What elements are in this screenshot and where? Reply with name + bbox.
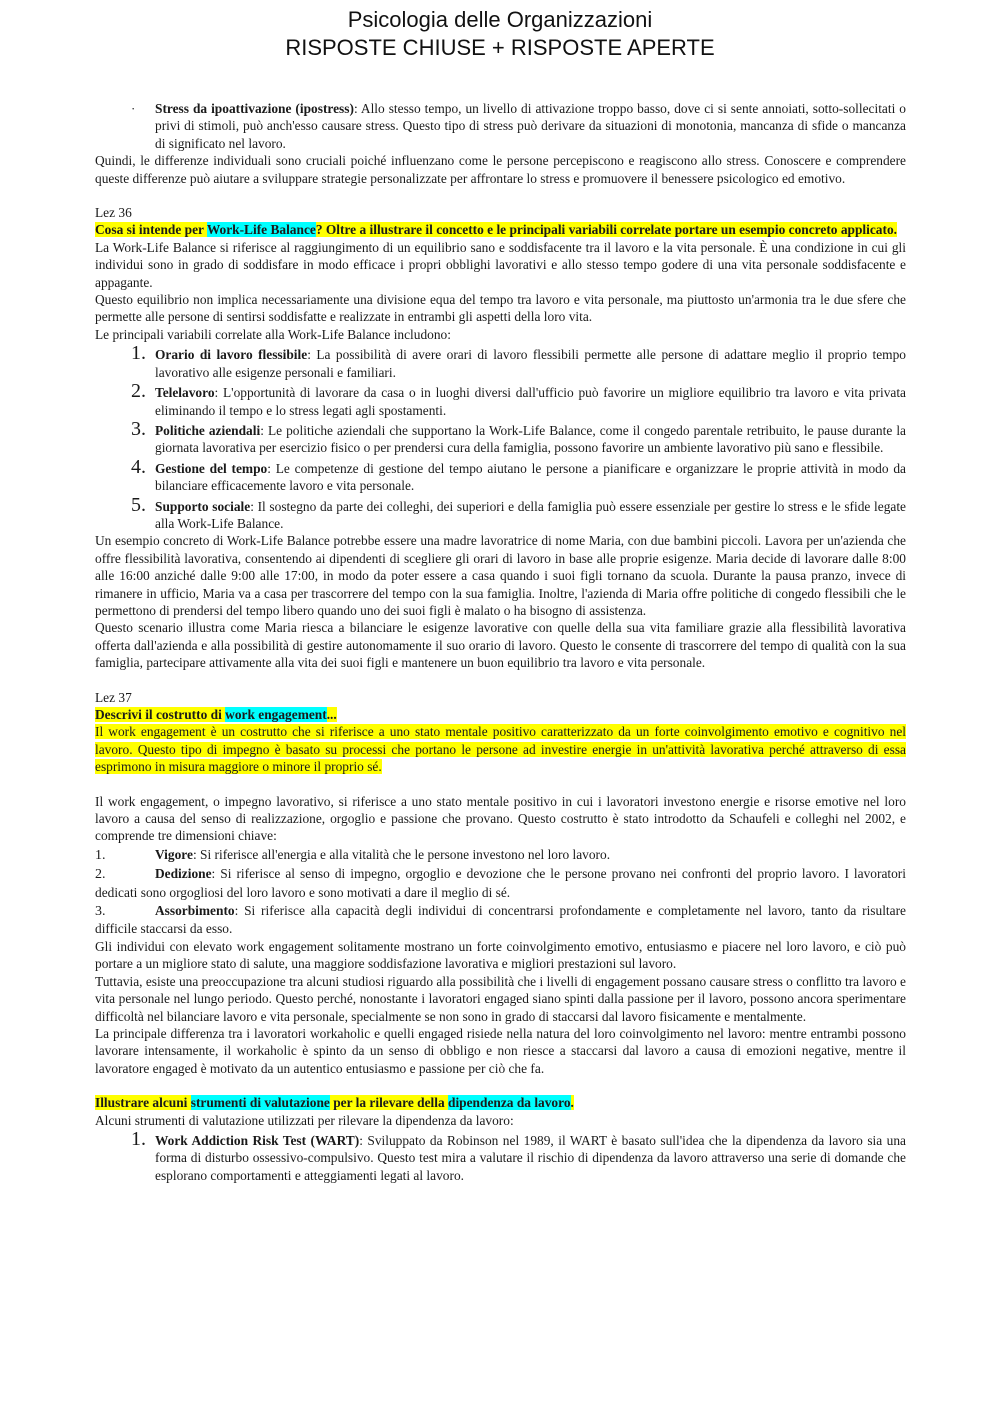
highlight-term: work engagement xyxy=(225,707,327,722)
list-item: 3. Politiche aziendali: Le politiche aziendali che supportano la Work-Life Balance, come il congedo parentale retribuito, le pause durante la giornata lavorativa per esercizio fisico o per prendersi cura della famiglia, possono favorire un ambiente lavorativo più sano e flessibile. xyxy=(131,417,906,456)
document-body xyxy=(95,100,906,1184)
list-item: 1. Vigore: Si riferisce all'energia e alla vitalità che le persone investono nel loro lavoro. xyxy=(95,846,611,863)
paragraph: Le principali variabili correlate alla Work-Life Balance includono: xyxy=(95,326,451,342)
bullet-dot-icon: · xyxy=(131,101,136,116)
paragraph: Questo equilibrio non implica necessariamente una divisione equa del tempo tra lavoro e vita personale, ma piuttosto un'armonia tra le due sfere che permette alle persone di sentirsi soddisfatte e realizzate in entrambi gli aspetti della loro vita. xyxy=(95,292,906,325)
paragraph: La principale differenza tra i lavoratori workaholic e quelli engaged risiede nella natura del loro coinvolgimento nel lavoro: mentre entrambi possono lavorare intensamente, il workaholic è spinto da un senso di obbligo e non riesce a staccarsi dal lavoro a causa di emozioni negative, mentre il lavoratore engaged è motivato da un autentico entusiasmo e passione per ciò che fa. xyxy=(95,1025,906,1076)
bullet-term: Stress da ipoattivazione (ipostress) xyxy=(155,101,354,116)
paragraph: Il work engagement, o impegno lavorativo, si riferisce a uno stato mentale positivo in cui i lavoratori investono energie e risorse emotive nel loro lavoro a causa del senso di realizzazione, orgoglio e passione che provano. Questo costrutto è stato introdotto da Schaufeli e colleghi nel 2002, e comprende tre dimensioni chiave: xyxy=(95,793,906,844)
document-subtitle: RISPOSTE CHIUSE + RISPOSTE APERTE xyxy=(285,35,715,60)
paragraph: La Work-Life Balance si riferisce al raggiungimento di un equilibrio sano e soddisfacente tra il lavoro e la vita personale. È una condizione in cui gli individui sono in grado di soddisfare in modo efficace i propri obblighi lavorativi e allo stesso tempo godere di una vita personale soddisfacente e appagante. xyxy=(95,239,906,290)
bullet-text: : Allo stesso tempo, un livello di attivazione troppo basso, dove ci si sente annoiati, sotto-sollecitati o privi di stimoli, può anch'esso causare stress. Questo tipo di stress può derivare da situazioni di monotonia, mancanza di sfide o mancanza di significato nel lavoro. xyxy=(155,101,906,151)
lesson-label-37: Lez 37 xyxy=(95,689,132,705)
page-header xyxy=(0,0,1000,62)
list-item: 2. Telelavoro: L'opportunità di lavorare da casa o in luoghi diversi dall'ufficio può favorire un migliore equilibrio tra lavoro e vita privata eliminando il tempo e lo stress legati agli spostamenti. xyxy=(131,380,906,418)
paragraph-conclusion: Quindi, le differenze individuali sono cruciali poiché influenzano come le persone percepiscono e reagiscono allo stress. Conoscere e comprendere queste differenze può aiutare a sviluppare strategie personalizzate per affrontare lo stress e promuovere il benessere psicologico ed emotivo. xyxy=(95,153,906,186)
wlb-variables-list xyxy=(95,342,907,532)
question-work-addiction-tools: Illustrare alcuni strumenti di valutazione per la rilevare della dipendenza da lavoro. xyxy=(95,1095,574,1111)
highlight-term: Work-Life Balance xyxy=(206,222,316,238)
question-work-engagement: Descrivi il costrutto di work engagement... xyxy=(95,707,337,722)
assessment-tools-list xyxy=(95,1127,906,1184)
highlight-term: dipendenza da lavoro xyxy=(448,1095,571,1111)
paragraph: Gli individui con elevato work engagement solitamente mostrano un forte coinvolgimento emotivo, entusiasmo e piacere nel loro lavoro, e ciò può portare a un migliore stato di salute, una maggiore soddisfazione lavorativa e migliori prestazioni sul lavoro. xyxy=(95,938,906,972)
question-work-life-balance: Cosa si intende per Work-Life Balance? Oltre a illustrare il concetto e le principali variabili correlate portare un esempio concreto applicato. xyxy=(95,222,897,238)
paragraph: Alcuni strumenti di valutazione utilizzati per rilevare la dipendenza da lavoro: xyxy=(95,1112,514,1128)
list-item: 2. Dedizione: Si riferisce al senso di impegno, orgoglio e devozione che le persone provano nei confronti del proprio lavoro. I lavoratori dedicati sono orgogliosi del loro lavoro e sono motivati a dare il meglio di sé. xyxy=(95,866,906,900)
highlighted-answer: Il work engagement è un costrutto che si riferisce a uno stato mentale positivo caratterizzato da un forte coinvolgimento emotivo e cognitivo nel lavoro. Questo tipo di impegno è basato su processi che portano le persone ad investire energie in un'attività lavorativa perché attraverso di essa esprimono in misura maggiore o minore il proprio sé. xyxy=(95,724,906,775)
list-item: 1. Orario di lavoro flessibile: La possibilità di avere orari di lavoro flessibili permette alle persone di adattare meglio il proprio tempo lavorativo alle esigenze personali e familiari. xyxy=(131,342,906,380)
list-item: 3. Assorbimento: Si riferisce alla capacità degli individui di concentrarsi profondamente e completamente nel lavoro, tanto da risultare difficile staccarsi da esso. xyxy=(95,903,906,937)
paragraph: Tuttavia, esiste una preoccupazione tra alcuni studiosi riguardo alla possibilità che i livelli di engagement possano causare stress o conflitto tra lavoro e vita personale nel lungo periodo. Questo perché, nonostante i lavoratori engaged siano spinti dalla passione per il lavoro, possono ancora sperimentare difficoltà nel bilanciare lavoro e vita personale, specialmente se non sono in grado di staccarsi dal lavoro fisicamente e mentalmente. xyxy=(95,973,906,1024)
list-item: 4. Gestione del tempo: Le competenze di gestione del tempo aiutano le persone a pianificare e organizzare le proprie attività in modo da bilanciare efficacemente lavoro e vita personale. xyxy=(131,455,906,494)
document-title: Psicologia delle Organizzazioni xyxy=(347,7,653,32)
paragraph: Questo scenario illustra come Maria riesca a bilanciare le esigenze lavorative con quelle della sua vita familiare grazie alla flessibilità lavorativa offerta dall'azienda e alla possibilità di gestire autonomamente il suo orario di lavoro. Questo le consente di trascorrere del tempo di qualità con la sua famiglia, partecipare attivamente alla vita dei suoi figli e mantenere un buon equilibrio tra lavoro e vita personale. xyxy=(95,620,906,671)
lesson-label-36: Lez 36 xyxy=(95,205,132,221)
bullet-item-ipostress xyxy=(95,100,906,152)
paragraph: Un esempio concreto di Work-Life Balance potrebbe essere una madre lavoratrice di nome Maria, con due bambini piccoli. Lavora per un'azienda che offre flessibilità lavorativa, consentendo ai dipendenti di scegliere gli orari di lavoro in base alle proprie esigenze. Maria decide di lavorare dalle 8:00 alle 16:00 anziché dalle 9:00 alle 17:00, in modo da poter essere a casa quando i suoi figli tornano da scuola. Durante la pausa pranzo, invece di rimanere in ufficio, Maria va a casa per trascorrere del tempo con la sua famiglia. Inoltre, l'azienda di Maria offre politiche di congedo flessibili che le permettono di prendersi del tempo libero quando uno dei suoi figli è malato o ha bisogno di assistenza. xyxy=(95,533,906,618)
list-item: 5. Supporto sociale: Il sostegno da parte dei colleghi, dei superiori e della famiglia può essere essenziale per gestire lo stress e le sfide legate alla Work-Life Balance. xyxy=(131,493,907,531)
list-item: 1. Work Addiction Risk Test (WART): Sviluppato da Robinson nel 1989, il WART è basato sull'idea che la dipendenza da lavoro sia una forma di disturbo ossessivo-compulsivo. Questo test mira a valutare il rischio di dipendenza da lavoro attraverso una serie di domande che esplorano comportamenti e atteggiamenti legati al lavoro. xyxy=(131,1127,906,1183)
highlight-term: strumenti di valutazione xyxy=(190,1095,330,1111)
